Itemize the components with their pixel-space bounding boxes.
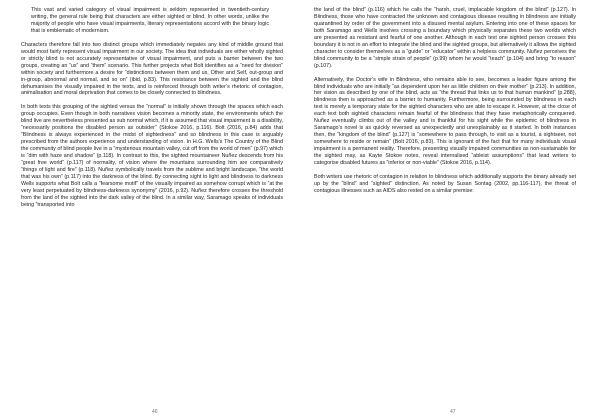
right-text-column <box>314 7 576 202</box>
paragraph: Alternatively, the Doctor’s wife in Blindness, who remains able to see, becomes a leader figure among the blind individuals who are initially “as dependent upon her as little children on their mother” (p.213). In addition, her vision as described by one of the blind, acts as “the thread that links us to that human mankind” (p.288), blindness then is approached as a barrier to humanity. Furthermore, being surrounded by blindness in each text is merely a temporary state for the sighted characters who are able to escape it. However, at the close of each text both sighted characters remain fearful of the blindness that they have metaphorically conquered. Nuñez eventually climbs out of the valley and is thankful for his sight while the epidemic of blindness in Saramago’s novel is as quickly reversed as unexpectedly and unexplainably as it started. In both instances then, the “kingdom of the blind” (p.127) is “somewhere to pass through, to visit as a tourist, a sightseer, not somewhere to reside or remain” (Bolt 2016, p.83). This is ignorant of the fact that for many individuals visual impairment is a permanent reality. Therefore, presenting visually impaired communities as non-sustainable for the sighted may, as Kayte Stokoe notes, reveal internalised “ableist assumptions” that lead writers to categorise disabled futures as “inferior or non-viable” (Stokoe 2016, p.114). <box>314 76 576 167</box>
paragraph: In both texts this grouping of the sighted versus the “normal” is initially shown through the spaces which each group occupies. Even though in both narratives vision becomes a minority state, the environments which the blind live are nevertheless presented as sub normal which, if it is assumed that visual impairment is a disability, “necessarily positions the disabled person as outsider” (Stokoe 2016, p.116). Bolt (2016, p.84) adds that “Blindness is always experienced in the midst of sightedness” and so blindness in this case is arguably prescribed from the authors experience and understanding of vision. In H.G. Wells’s The Country of the Blind the community of blind people live in a “mysterious mountain valley, cut off from the world of men” (p.97) which is “dim with haze and shadow” (p.118). In contrast to this, the sighted mountaineer Nuñez descends from his “great free world” (p.117) of normality, of vision where the mountains surrounding him are comparatively “things of light and fire” (p.118). Nuñez symbolically travels from the sublime and bright landscape, “the world that was his own” (p.117) into the darkness of the blind. By connecting sight to light and blindness to darkness Wells supports what Bolt calls a “fearsome motif” of the visually impaired as somehow corrupt which is “at the very least perpetuated by blindness-darkness synonymy” (2016, p.92). Nuñez therefore crosses the threshold from the land of the sighted into the dark valley of the blind. In a similar way, Saramago speaks of individuals being “transported into <box>21 104 283 208</box>
left-text-column <box>21 7 283 216</box>
paragraph: Both writers use rhetoric of contagion in relation to blindness which additionally supports the binary already set up by the “blind” and “sighted” distinction. As noted by Susan Sontag (2002, pp.116-117), the threat of contagious illnesses such as AIDS also rested on a similar premise: <box>314 173 576 194</box>
page-number: 47 <box>450 409 456 415</box>
right-page <box>300 0 600 420</box>
paragraph: the land of the blind” (p.116) which he calls the “harsh, cruel, implacable kingdom of the blind” (p.127). In Blindness, those who have contracted the unknown and contagious disease resulting in blindness are initially quarantined by order of the government into a disused mental asylum. Entering into one of these spaces for both Saramago and Wells involves crossing a boundary which physically separates these two worlds which are presented as resistant and fearful of one another. Although in each text one sighted person crosses this boundary it is not in an effort to integrate the blind and the sighted groups, but alternatively it allows the sighted character to consider themselves as a “guide” or “educator” within a helpless community. Nuñez perceives the blind community to be a “simple strain of people” (p.99) whom he would “teach” (p.104) and bring “to reason” (p.107). <box>314 7 576 69</box>
block-quote: This vast and varied category of visual impairment is seldom represented in twentieth-century writing, the general rule being that characters are either sighted or blind. In other words, unlike the majority of people who have visual impairments, literary representations accord with the binary logic that is emblematic of modernism. <box>31 7 269 34</box>
page-number: 46 <box>152 409 158 415</box>
paragraph: Characters therefore fall into two distinct groups which immediately negates any kind of middle ground that would most fairly represent visual impairment in our society. The idea that individuals are either wholly sighted or strictly blind is not accurately representative of visual impairment, and puts a barrier between the two groups, creating an “us” and “them” scenario. This further projects what Bolt identifies as a “need for division” within society and furthermore a desire for “distinctions between them and us, Other and Self, out-group and in-group, abnormal and normal, and so on” (ibid, p.83). This resistance between the sighted and the blind dehumanises the visually impaired in the texts, and is reinforced through both writer’s rhetoric of contagion, animalisation and moral deprivation that comes to be closely connected to blindness. <box>21 41 283 97</box>
